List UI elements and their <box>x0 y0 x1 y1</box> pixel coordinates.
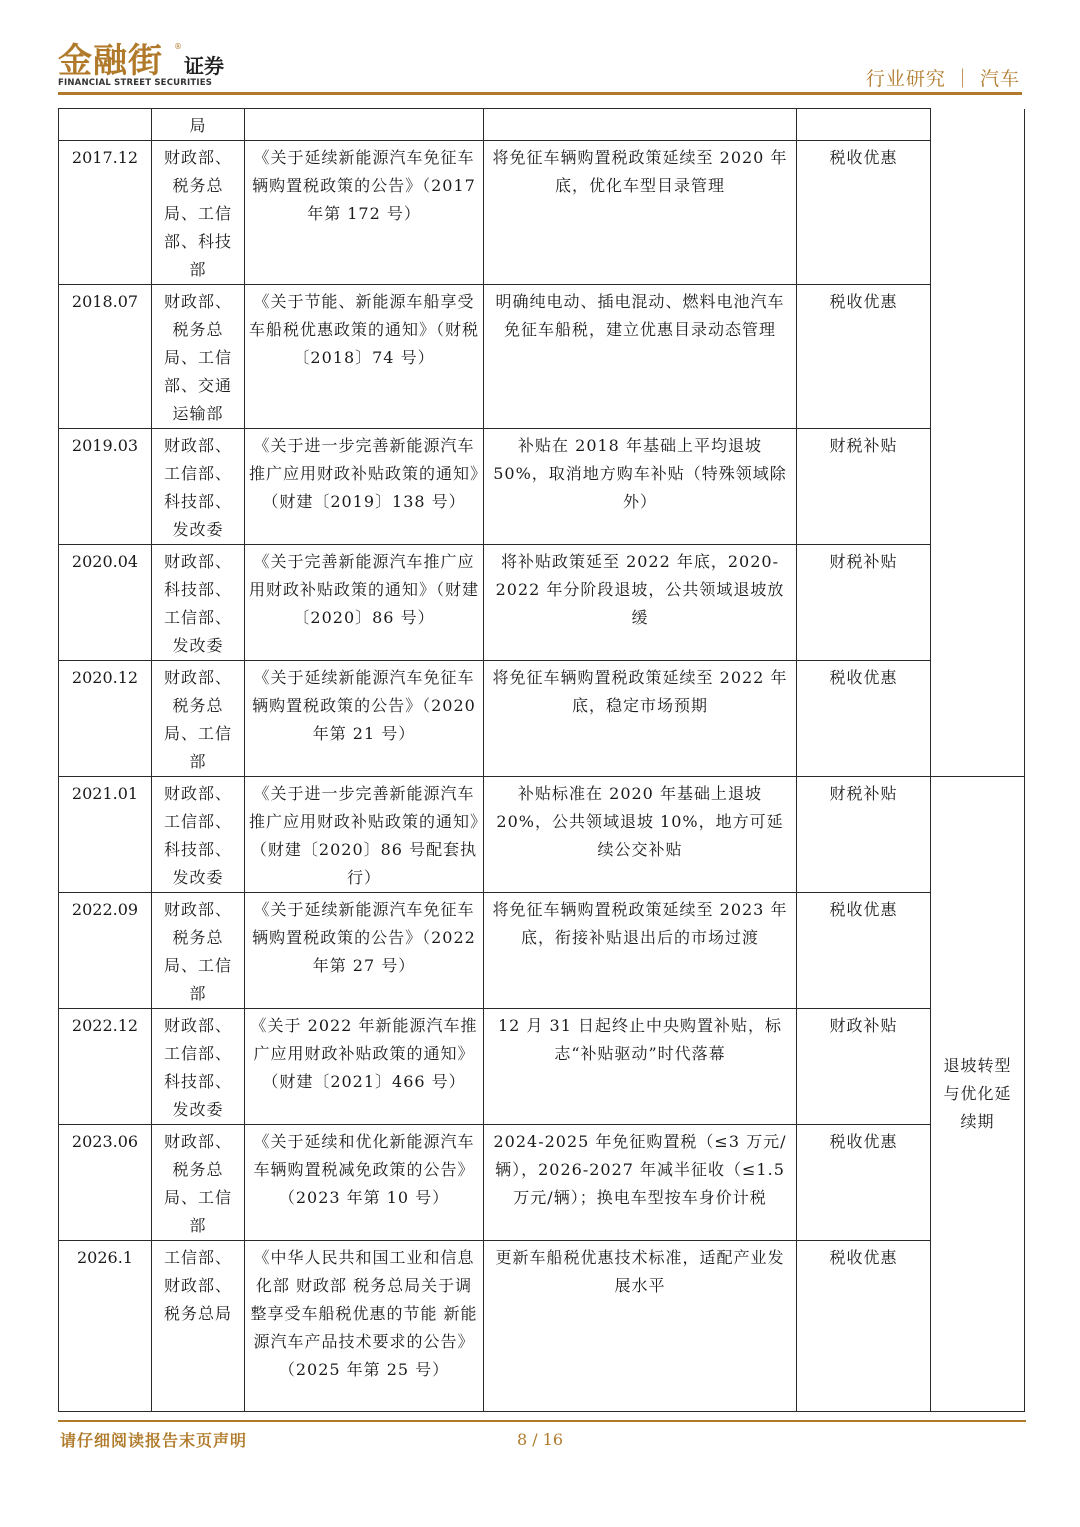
date-cell: 2023.06 <box>59 1125 152 1241</box>
date-cell: 2022.12 <box>59 1009 152 1125</box>
dept-cell: 财政部、工信部、科技部、发改委 <box>152 1009 245 1125</box>
table-row <box>59 777 1025 893</box>
type-cell: 财税补贴 <box>797 545 931 661</box>
stage-cell: 退坡转型与优化延续期 <box>931 777 1025 1412</box>
table-row <box>59 285 1025 429</box>
table-row <box>59 545 1025 661</box>
table-row <box>59 1009 1025 1125</box>
doc-cell: 《关于延续新能源汽车免征车辆购置税政策的公告》（2017 年第 172 号） <box>245 141 484 285</box>
date-cell: 2026.1 <box>59 1241 152 1412</box>
type-cell: 财政补贴 <box>797 1009 931 1125</box>
logo-registered-mark: ® <box>174 42 182 51</box>
table-row <box>59 141 1025 285</box>
type-cell: 税收优惠 <box>797 141 931 285</box>
date-cell: 2021.01 <box>59 777 152 893</box>
dept-cell: 财政部、税务总局、工信部 <box>152 893 245 1009</box>
date-cell: 2020.04 <box>59 545 152 661</box>
dept-cell: 局 <box>152 109 245 141</box>
type-cell: 税收优惠 <box>797 661 931 777</box>
date-cell: 2022.09 <box>59 893 152 1009</box>
dept-cell: 财政部、工信部、科技部、发改委 <box>152 429 245 545</box>
type-cell <box>797 109 931 141</box>
date-cell: 2018.07 <box>59 285 152 429</box>
header-divider <box>58 92 1022 95</box>
content-cell <box>484 109 797 141</box>
table-row-continued <box>59 109 1025 141</box>
doc-cell: 《关于延续新能源汽车免征车辆购置税政策的公告》（2022 年第 27 号） <box>245 893 484 1009</box>
company-logo <box>58 40 278 92</box>
table-row <box>59 893 1025 1009</box>
doc-cell: 《关于进一步完善新能源汽车推广应用财政补贴政策的通知》（财建〔2019〕138 号） <box>245 429 484 545</box>
table-row <box>59 1125 1025 1241</box>
footer-divider <box>58 1420 1026 1422</box>
content-cell: 补贴标准在 2020 年基础上退坡 20%，公共领域退坡 10%，地方可延续公交补贴 <box>484 777 797 893</box>
date-cell: 2020.12 <box>59 661 152 777</box>
logo-english-text: FINANCIAL STREET SECURITIES <box>58 78 213 88</box>
content-cell: 12 月 31 日起终止中央购置补贴，标志“补贴驱动”时代落幕 <box>484 1009 797 1125</box>
table-row <box>59 429 1025 545</box>
date-cell <box>59 109 152 141</box>
page-number: 8 / 16 <box>516 1430 564 1449</box>
dept-cell: 财政部、税务总局、工信部 <box>152 661 245 777</box>
dept-cell: 财政部、税务总局、工信部、交通运输部 <box>152 285 245 429</box>
content-cell: 将免征车辆购置税政策延续至 2023 年底，衔接补贴退出后的市场过渡 <box>484 893 797 1009</box>
dept-cell: 工信部、财政部、税务总局 <box>152 1241 245 1412</box>
dept-cell: 财政部、税务总局、工信部 <box>152 1125 245 1241</box>
stage-cell-previous <box>931 109 1025 777</box>
content-cell: 2024-2025 年免征购置税（≤3 万元/辆），2026-2027 年减半征收（≤1.5 万元/辆）；换电车型按车身价计税 <box>484 1125 797 1241</box>
type-cell: 税收优惠 <box>797 285 931 429</box>
logo-main-text: 金融街 <box>58 41 163 81</box>
dept-cell: 财政部、税务总局、工信部、科技部 <box>152 141 245 285</box>
footer-disclaimer: 请仔细阅读报告末页声明 <box>60 1431 248 1450</box>
date-cell: 2019.03 <box>59 429 152 545</box>
report-section-label: 行业研究 ｜ 汽车 <box>865 68 1020 90</box>
type-cell: 税收优惠 <box>797 1125 931 1241</box>
policy-table <box>58 108 1025 1412</box>
doc-cell: 《关于完善新能源汽车推广应用财政补贴政策的通知》（财建〔2020〕86 号） <box>245 545 484 661</box>
type-cell: 税收优惠 <box>797 893 931 1009</box>
dept-cell: 财政部、工信部、科技部、发改委 <box>152 777 245 893</box>
table-row <box>59 1241 1025 1412</box>
content-cell: 明确纯电动、插电混动、燃料电池汽车免征车船税，建立优惠目录动态管理 <box>484 285 797 429</box>
content-cell: 将免征车辆购置税政策延续至 2020 年底，优化车型目录管理 <box>484 141 797 285</box>
doc-cell: 《关于延续和优化新能源汽车车辆购置税减免政策的公告》（2023 年第 10 号） <box>245 1125 484 1241</box>
doc-cell: 《关于延续新能源汽车免征车辆购置税政策的公告》（2020 年第 21 号） <box>245 661 484 777</box>
doc-cell: 《关于 2022 年新能源汽车推广应用财政补贴政策的通知》（财建〔2021〕466 号） <box>245 1009 484 1125</box>
table-row <box>59 661 1025 777</box>
doc-cell <box>245 109 484 141</box>
page-header <box>58 40 1022 96</box>
type-cell: 税收优惠 <box>797 1241 931 1412</box>
doc-cell: 《中华人民共和国工业和信息化部 财政部 税务总局关于调整享受车船税优惠的节能 新能源汽车产品技术要求的公告》（2025 年第 25 号） <box>245 1241 484 1412</box>
content-cell: 将补贴政策延至 2022 年底，2020-2022 年分阶段退坡，公共领域退坡放缓 <box>484 545 797 661</box>
content-cell: 更新车船税优惠技术标准，适配产业发展水平 <box>484 1241 797 1412</box>
content-cell: 补贴在 2018 年基础上平均退坡 50%，取消地方购车补贴（特殊领域除外） <box>484 429 797 545</box>
content-cell: 将免征车辆购置税政策延续至 2022 年底，稳定市场预期 <box>484 661 797 777</box>
dept-cell: 财政部、科技部、工信部、发改委 <box>152 545 245 661</box>
type-cell: 财税补贴 <box>797 777 931 893</box>
date-cell: 2017.12 <box>59 141 152 285</box>
logo-sub-text: 证券 <box>184 54 224 78</box>
doc-cell: 《关于节能、新能源车船享受车船税优惠政策的通知》（财税〔2018〕74 号） <box>245 285 484 429</box>
doc-cell: 《关于进一步完善新能源汽车推广应用财政补贴政策的通知》（财建〔2020〕86 号配套执行） <box>245 777 484 893</box>
type-cell: 财税补贴 <box>797 429 931 545</box>
